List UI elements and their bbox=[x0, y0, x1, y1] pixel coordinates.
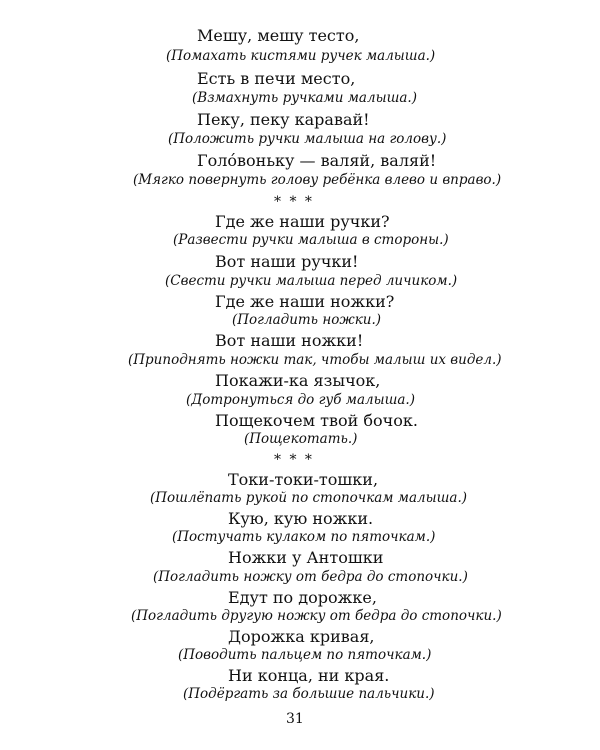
instruction-line: (Свести ручки малыша перед личиком.) bbox=[165, 273, 458, 289]
instruction-line: (Приподнять ножки так, чтобы малыш их видел.) bbox=[128, 352, 502, 368]
verse-line: Токи-токи-тошки, bbox=[228, 470, 379, 489]
instruction-line: (Пощекотать.) bbox=[244, 431, 358, 447]
instruction-line: (Поводить пальцем по пяточкам.) bbox=[178, 647, 432, 663]
verse-line: Ножки у Антошки bbox=[228, 548, 384, 567]
instruction-line: (Погладить другую ножку от бедра до стопочки.) bbox=[131, 608, 502, 624]
section-separator: * * * bbox=[274, 194, 314, 210]
verse-line: Есть в печи место, bbox=[197, 69, 356, 88]
verse-line: Пеку, пеку каравай! bbox=[197, 110, 370, 129]
verse-line: Дорожка кривая, bbox=[228, 627, 375, 646]
instruction-line: (Погладить ножку от бедра до стопочки.) bbox=[153, 569, 468, 585]
verse-line: Едут по дорожке, bbox=[228, 588, 377, 607]
verse-line: Вот наши ножки! bbox=[215, 331, 364, 350]
instruction-line: (Подёргать за большие пальчики.) bbox=[183, 686, 435, 702]
verse-line: Голо́воньку — валяй, валяй! bbox=[197, 151, 437, 170]
instruction-line: (Развести ручки малыша в стороны.) bbox=[173, 232, 449, 248]
instruction-line: (Положить ручки малыша на голову.) bbox=[168, 131, 447, 147]
instruction-line: (Дотронуться до губ малыша.) bbox=[186, 392, 415, 408]
instruction-line: (Взмахнуть ручками малыша.) bbox=[192, 90, 417, 106]
verse-line: Кую, кую ножки. bbox=[228, 509, 374, 528]
verse-line: Пощекочем твой бочок. bbox=[215, 411, 418, 430]
instruction-line: (Помахать кистями ручек малыша.) bbox=[166, 48, 436, 64]
verse-line: Мешу, мешу тесто, bbox=[197, 26, 360, 45]
verse-line: Ни конца, ни края. bbox=[228, 666, 390, 685]
verse-line: Вот наши ручки! bbox=[215, 252, 359, 271]
page-number: 31 bbox=[286, 711, 304, 727]
instruction-line: (Постучать кулаком по пяточкам.) bbox=[172, 529, 436, 545]
verse-line: Где же наши ножки? bbox=[215, 292, 395, 311]
verse-line: Покажи-ка язычок, bbox=[215, 371, 381, 390]
instruction-line: (Пошлёпать рукой по стопочкам малыша.) bbox=[150, 490, 468, 506]
verse-line: Где же наши ручки? bbox=[215, 212, 390, 231]
section-separator: * * * bbox=[274, 452, 314, 468]
instruction-line: (Мягко повернуть голову ребёнка влево и вправо.) bbox=[133, 172, 502, 188]
instruction-line: (Погладить ножки.) bbox=[232, 312, 382, 328]
